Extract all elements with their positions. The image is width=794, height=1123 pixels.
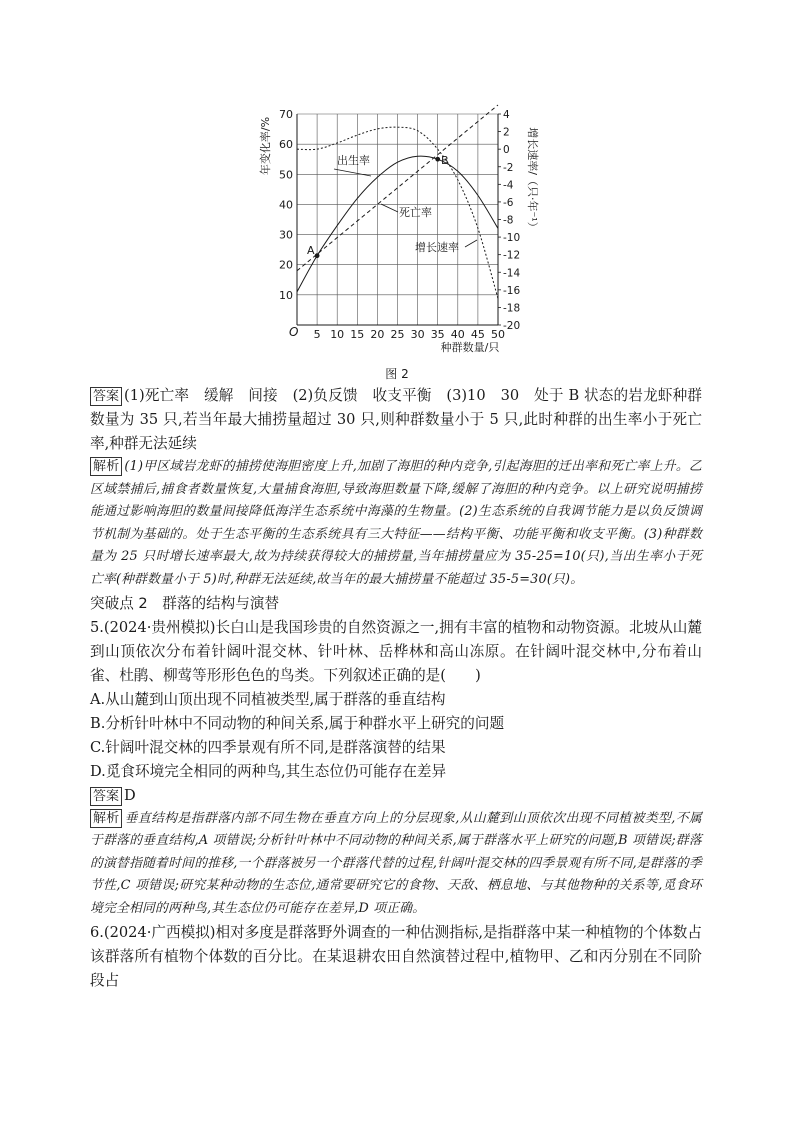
q4-answer [90, 384, 702, 456]
origin-label: O [289, 325, 299, 339]
x-axis-label: 种群数量/只 [440, 341, 500, 354]
death-rate-leader [381, 204, 398, 212]
answer-tag: 答案 [90, 787, 122, 806]
y2-tick-label: -18 [503, 302, 521, 315]
q5-option-c: C.针阔叶混交林的四季景观有所不同,是群落演替的结果 [90, 738, 446, 756]
q5-answer-text: D [124, 786, 136, 804]
growth-rate-label: 增长速率 [415, 241, 459, 254]
right-axis-label: 增长速率/（只·年⁻¹） [526, 127, 539, 233]
y2-tick-label: 0 [503, 144, 510, 157]
y2-tick-label: -2 [503, 161, 514, 174]
analysis-tag: 解析 [90, 809, 122, 828]
q5-option-a: A.从山麓到山顶出现不同植被类型,属于群落的垂直结构 [90, 690, 446, 708]
x-tick-label: 25 [390, 328, 405, 341]
point-a-marker [315, 253, 320, 258]
figure-caption: 图 2 [385, 367, 409, 381]
y-tick-label: 20 [279, 258, 293, 272]
birth-rate-label: 出生率 [337, 154, 370, 167]
y-tick-label: 40 [279, 198, 293, 212]
answer-tag: 答案 [90, 387, 122, 406]
q5-option-b: B.分析针叶林中不同动物的种间关系,属于种群水平上研究的问题 [90, 714, 505, 732]
q6-stem: 6.(2024·广西模拟)相对多度是群落野外调查的一种估测指标,是指群落中某一种植物的个体数占该群落所有植物个体数的百分比。在某退耕农田自然演替过程中,植物甲、乙和丙分别在不同阶段占 [90, 923, 702, 989]
x-tick-label: 35 [430, 328, 445, 341]
x-tick-label: 50 [491, 328, 505, 341]
chart-grid [297, 114, 498, 325]
x-tick-label: 45 [470, 328, 485, 341]
page-content [90, 384, 702, 993]
death-rate-label: 死亡率 [399, 206, 432, 219]
y2-tick-label: 2 [503, 126, 510, 139]
y-tick-label: 30 [279, 228, 293, 242]
x-tick-label: 40 [450, 328, 465, 341]
growth-rate-leader [465, 240, 477, 247]
q4-analysis-text: (1)甲区域岩龙虾的捕捞使海胆密度上升,加剧了海胆的种内竞争,引起海胆的迁出率和死亡率上升。乙区域禁捕后,捕食者数量恢复,大量捕食海胆,导致海胆数量下降,缓解了海胆的种内竞争。以上研究说明捕捞能通过影响海胆的数量间接降低海洋生态系统中海藻的生物量。(2)生态系统的自我调节能力是以负反馈调节机制为基础的。处于生态平衡的生态系统具有三大特征——结构平衡、功能平衡和收支平衡。(3)种群数量为 25 只时增长速率最大,故为持续获得较大的捕捞量,当年捕捞量应为 35-25=10(只),当出生率小于死亡率(种群数量小于 5)时,种群无法延续,故当年的最大捕捞量不能超过 35-5=30(只)。 [90, 459, 702, 587]
x-tick-label: 10 [330, 328, 345, 341]
q5-answer [90, 784, 702, 808]
y2-tick-label: -6 [503, 196, 514, 209]
birth-rate-leader [334, 169, 371, 176]
y2-tick-label: -4 [503, 179, 514, 192]
y2-tick-label: -16 [503, 284, 521, 297]
x-tick-label: 20 [370, 328, 385, 341]
q5-option-d: D.觅食环境完全相同的两种鸟,其生态位仍可能存在差异 [90, 762, 447, 780]
y2-tick-label: -10 [503, 232, 521, 245]
y-tick-label: 10 [279, 288, 293, 302]
x-tick-label: 30 [410, 328, 425, 341]
y2-tick-label: -12 [503, 249, 521, 262]
y-tick-label: 50 [279, 168, 293, 182]
y-tick-label: 70 [279, 108, 293, 121]
chart-ticks [279, 108, 520, 341]
y-tick-label: 60 [279, 138, 293, 152]
point-b-marker [435, 157, 440, 162]
x-tick-label: 15 [350, 328, 365, 341]
y2-tick-label: -8 [503, 214, 514, 227]
q4-analysis [90, 456, 702, 592]
q5-stem: 5.(2024·贵州模拟)长白山是我国珍贵的自然资源之一,拥有丰富的植物和动物资源。北坡从山麓到山顶依次分布着针阔叶混交林、针叶林、岳桦林和高山冻原。在针阔叶混交林中,分布着山雀、杜鹃、柳莺等形形色色的鸟类。下列叙述正确的是( ) [90, 618, 702, 684]
y2-tick-label: 4 [503, 109, 510, 121]
population-chart [255, 98, 545, 360]
point-b-label: B [441, 154, 449, 167]
q5-analysis-text: 垂直结构是指群落内部不同生物在垂直方向上的分层现象,从山麓到山顶依次出现不同植被类型,不属于群落的垂直结构,A 项错误;分析针叶林中不同动物的种间关系,属于群落水平上研究的问题,B 项错误;群落的演替指随着时间的推移,一个群落被另一个群落代替的过程,针阔叶混交林的四季景观有所不同,是群落的季节性,C 项错误;研究某种动物的生态位,通常要研究它的食物、天敌、栖息地、与其他物种的关系等,觅食环境完全相同的两种鸟,其生态位仍可能存在差异,D 项正确。 [90, 810, 702, 916]
y2-tick-label: -20 [503, 320, 521, 332]
y2-tick-label: -14 [503, 267, 521, 280]
q5-analysis [90, 808, 702, 921]
q4-answer-text: (1)死亡率 缓解 间接 (2)负反馈 收支平衡 (3)10 30 处于 B 状态的岩龙虾种群数量为 35 只,若当年最大捕捞量超过 30 只,则种群数量小于 5 只,此时种群的出生率小于死亡率,种群无法延续 [90, 387, 702, 452]
point-a-label: A [307, 244, 315, 257]
x-tick-label: 5 [313, 328, 321, 341]
section-title: 突破点 2 群落的结构与演替 [90, 594, 280, 612]
analysis-tag: 解析 [90, 457, 122, 476]
left-axis-label: 年变化率/% [259, 116, 272, 176]
